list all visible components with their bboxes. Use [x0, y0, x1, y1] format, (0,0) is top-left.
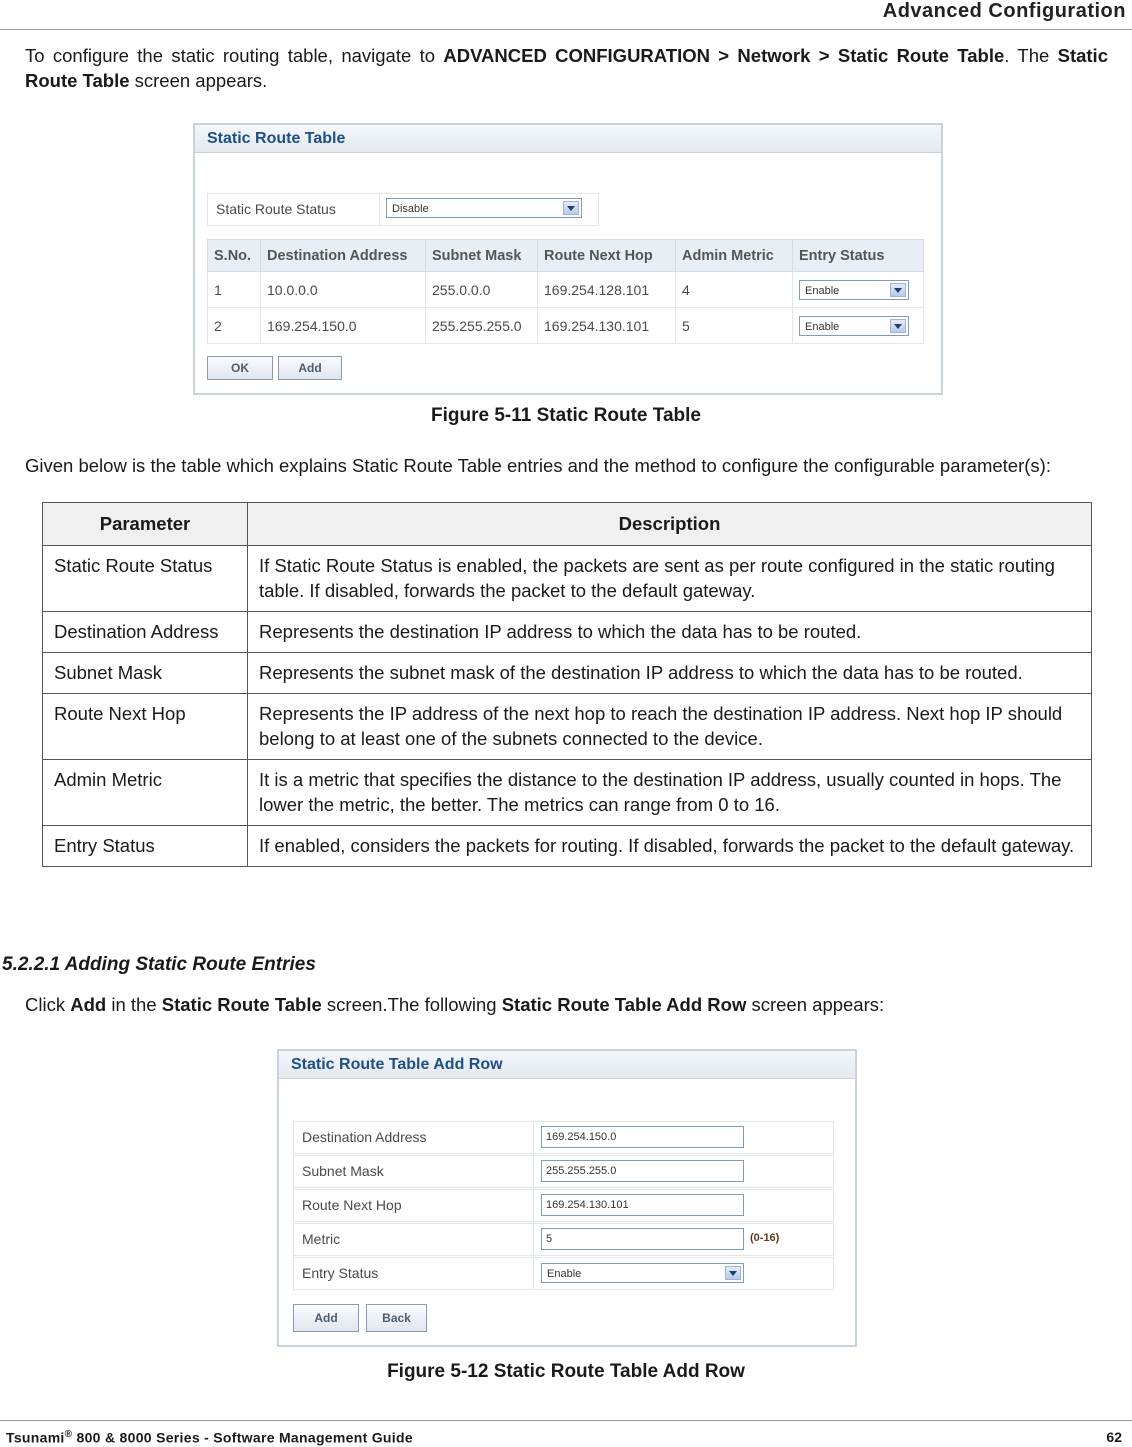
static-route-status-label: Static Route Status	[216, 201, 336, 217]
intro-screen-name: Static Route Table	[25, 45, 1108, 91]
cell-subnet: 255.255.255.0	[426, 308, 538, 344]
parameter-table	[42, 502, 1092, 867]
figure-caption-2: Figure 5-12 Static Route Table Add Row	[387, 1361, 745, 1382]
footer-guide-name: 800 & 8000 Series - Software Management Guide	[72, 1429, 413, 1446]
add-text-4: screen appears:	[746, 994, 885, 1015]
header-description: Description	[248, 503, 1092, 546]
entry-status-select[interactable]	[799, 280, 909, 300]
back-button[interactable]: Back	[366, 1304, 427, 1332]
form-row	[293, 1257, 834, 1290]
param-name: Destination Address	[43, 612, 248, 653]
page-header-title: Advanced Configuration	[882, 0, 1126, 22]
add-screen-name: Static Route Table	[161, 994, 322, 1015]
chevron-down-icon	[890, 319, 906, 333]
cell-subnet: 255.0.0.0	[426, 272, 538, 308]
col-entry-status: Entry Status	[793, 240, 924, 272]
add-row-panel	[277, 1049, 857, 1347]
registered-mark: ®	[64, 1429, 73, 1440]
table-row	[208, 308, 924, 344]
param-name: Admin Metric	[43, 760, 248, 826]
table-row	[208, 272, 924, 308]
add-term: Add	[70, 994, 107, 1015]
table-row	[43, 826, 1092, 867]
chevron-down-icon	[725, 1266, 741, 1280]
route-table-header	[208, 240, 924, 272]
form-row	[293, 1189, 834, 1222]
table-row	[43, 612, 1092, 653]
cell-entry-status	[793, 308, 924, 344]
intro-paragraph	[25, 43, 1108, 93]
form-row	[293, 1121, 834, 1154]
entry-status-value: Enable	[547, 1268, 582, 1280]
chevron-down-icon	[563, 201, 579, 215]
footer-divider	[0, 1420, 1132, 1421]
panel-title: Static Route Table Add Row	[279, 1051, 855, 1079]
param-description: Represents the destination IP address to which the data has to be routed.	[248, 612, 1092, 653]
add-text-2: in the	[106, 994, 162, 1015]
param-name: Static Route Status	[43, 546, 248, 612]
add-paragraph	[25, 992, 1125, 1017]
col-subnet: Subnet Mask	[426, 240, 538, 272]
subnet-mask-input[interactable]: 255.255.255.0	[541, 1160, 744, 1182]
add-text-3: screen.The following	[321, 994, 502, 1015]
intro-text-3: screen appears.	[129, 70, 268, 91]
panel-title: Static Route Table	[195, 125, 941, 153]
static-route-status-value: Disable	[392, 203, 429, 215]
figure-caption-1: Figure 5-11 Static Route Table	[431, 405, 701, 426]
static-route-status-select[interactable]	[386, 198, 582, 218]
parameter-table-header	[43, 503, 1092, 546]
add-text-1: Click	[25, 994, 71, 1015]
param-name: Entry Status	[43, 826, 248, 867]
navigation-path: ADVANCED CONFIGURATION > Network > Static Route Table	[443, 45, 1005, 66]
form-row	[293, 1223, 834, 1256]
table-row	[43, 653, 1092, 694]
cell-metric: 4	[676, 272, 793, 308]
explain-intro: Given below is the table which explains Static Route Table entries and the method to configure the configurable parameter(s):	[25, 455, 1051, 476]
form-row	[293, 1155, 834, 1188]
cell-destination: 169.254.150.0	[261, 308, 426, 344]
intro-text-1: To configure the static routing table, navigate to	[25, 45, 444, 66]
param-name: Subnet Mask	[43, 653, 248, 694]
footer-title	[6, 1429, 413, 1446]
table-row	[43, 546, 1092, 612]
entry-status-select[interactable]	[799, 316, 909, 336]
entry-status-label: Entry Status	[302, 1265, 379, 1281]
table-row	[43, 760, 1092, 826]
col-destination: Destination Address	[261, 240, 426, 272]
header-parameter: Parameter	[43, 503, 248, 546]
cell-sno: 2	[208, 308, 261, 344]
metric-input[interactable]: 5	[541, 1228, 744, 1250]
col-sno: S.No.	[208, 240, 261, 272]
subnet-mask-label: Subnet Mask	[302, 1163, 384, 1179]
cell-next-hop: 169.254.130.101	[538, 308, 676, 344]
ok-button[interactable]: OK	[207, 356, 273, 380]
param-name: Route Next Hop	[43, 694, 248, 760]
add-row-screen-name: Static Route Table Add Row	[501, 994, 747, 1015]
cell-metric: 5	[676, 308, 793, 344]
cell-destination: 10.0.0.0	[261, 272, 426, 308]
entry-status-value: Enable	[805, 284, 840, 297]
destination-address-label: Destination Address	[302, 1129, 427, 1145]
col-next-hop: Route Next Hop	[538, 240, 676, 272]
static-route-table-panel	[193, 123, 943, 395]
entry-status-value: Enable	[805, 320, 840, 333]
footer-brand: Tsunami	[6, 1429, 65, 1446]
header-divider	[0, 29, 1132, 30]
metric-label: Metric	[302, 1231, 341, 1247]
metric-range-hint: (0-16)	[750, 1232, 780, 1244]
cell-next-hop: 169.254.128.101	[538, 272, 676, 308]
status-row	[207, 193, 599, 226]
param-description: Represents the subnet mask of the destination IP address to which the data has to be routed.	[248, 653, 1092, 694]
chevron-down-icon	[890, 283, 906, 297]
cell-sno: 1	[208, 272, 261, 308]
route-next-hop-input[interactable]: 169.254.130.101	[541, 1194, 744, 1216]
table-row	[43, 694, 1092, 760]
cell-entry-status	[793, 272, 924, 308]
intro-text-2: . The	[1004, 45, 1058, 66]
add-button[interactable]: Add	[278, 356, 342, 380]
add-row-form	[293, 1121, 834, 1291]
add-row-add-button[interactable]: Add	[293, 1304, 359, 1332]
param-description: It is a metric that specifies the distance to the destination IP address, usually counted in hops. The lower the metric, the better. The metrics can range from 0 to 16.	[248, 760, 1092, 826]
section-heading: 5.2.2.1 Adding Static Route Entries	[2, 954, 316, 975]
route-next-hop-label: Route Next Hop	[302, 1197, 402, 1213]
param-description: Represents the IP address of the next hop to reach the destination IP address. Next hop IP should belong to at least one of the subnets connected to the device.	[248, 694, 1092, 760]
page-number: 62	[1106, 1429, 1122, 1445]
route-table	[207, 239, 924, 344]
param-description: If enabled, considers the packets for routing. If disabled, forwards the packet to the default gateway.	[248, 826, 1092, 867]
col-metric: Admin Metric	[676, 240, 793, 272]
destination-address-input[interactable]: 169.254.150.0	[541, 1126, 744, 1148]
param-description: If Static Route Status is enabled, the packets are sent as per route configured in the static routing table. If disabled, forwards the packet to the default gateway.	[248, 546, 1092, 612]
entry-status-select[interactable]	[541, 1263, 744, 1283]
